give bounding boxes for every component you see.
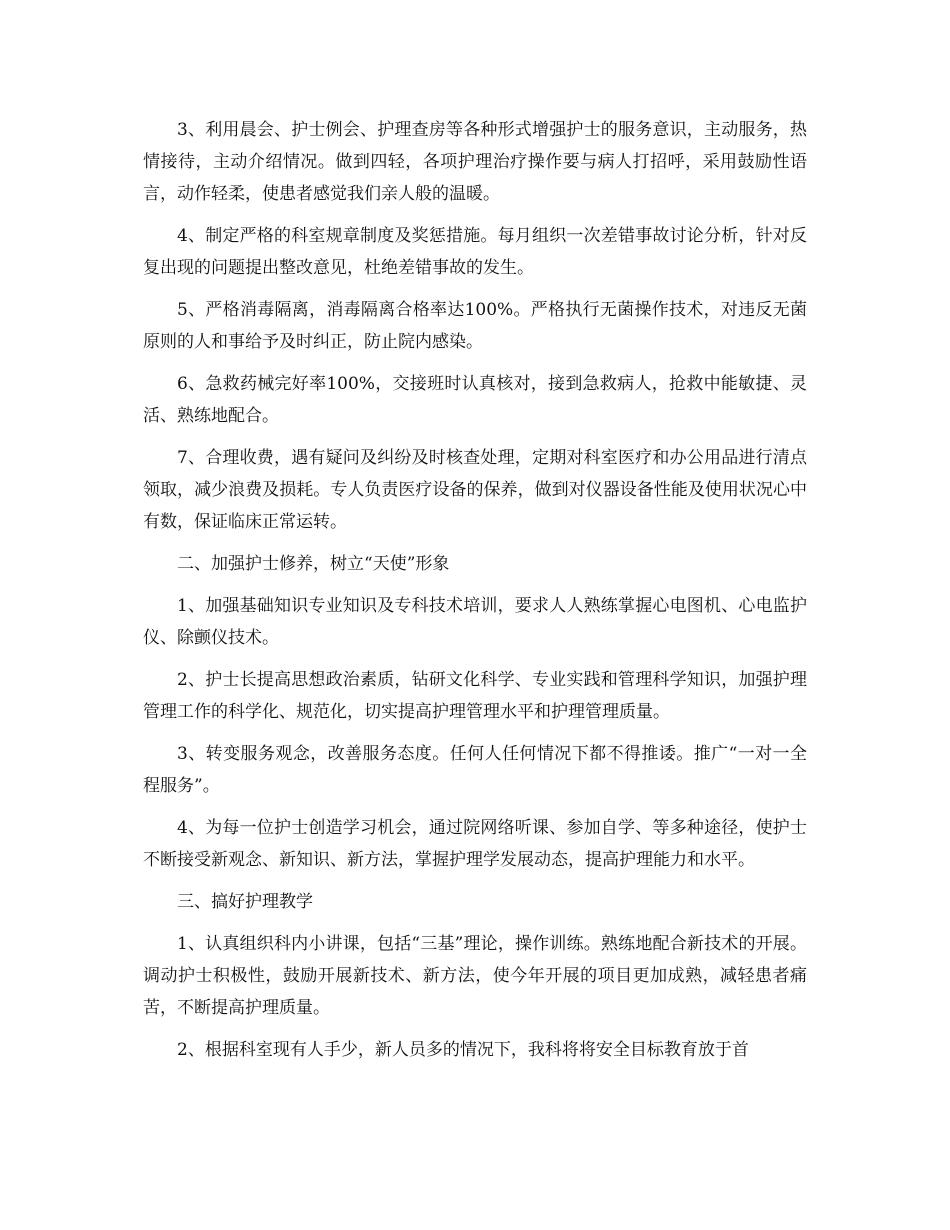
paragraph-s3-item-1: 1、认真组织科内小讲课，包括“三基”理论，操作训练。熟练地配合新技术的开展。调动护士积极性，鼓励开展新技术、新方法，使今年开展的项目更加成熟，减轻患者痛苦，不断提高护理质量。 (143, 934, 807, 1018)
paragraph-s2-item-2: 2、护士长提高思想政治素质，钻研文化科学、专业实践和管理科学知识，加强护理管理工作的科学化、规范化，切实提高护理管理水平和护理管理质量。 (143, 670, 807, 722)
paragraph-s2-item-1: 1、加强基础知识专业知识及专科技术培训，要求人人熟练掌握心电图机、心电监护仪、除颤仪技术。 (143, 596, 807, 648)
paragraph-s2-item-3: 3、转变服务观念，改善服务态度。任何人任何情况下都不得推诿。推广“一对一全程服务”。 (143, 744, 807, 796)
paragraph-s2-item-4: 4、为每一位护士创造学习机会，通过院网络听课、参加自学、等多种途径，使护士不断接受新观念、新知识、新方法，掌握护理学发展动态，提高护理能力和水平。 (143, 818, 807, 870)
paragraph-item-6: 6、急救药械完好率100%，交接班时认真核对，接到急救病人，抢救中能敏捷、灵活、熟练地配合。 (143, 374, 807, 426)
paragraph-item-3: 3、利用晨会、护士例会、护理查房等各种形式增强护士的服务意识，主动服务，热情接待，主动介绍情况。做到四轻，各项护理治疗操作要与病人打招呼，采用鼓励性语言，动作轻柔，使患者感觉我们亲人般的温暖。 (143, 120, 807, 204)
section-heading-2: 二、加强护士修养，树立“天使”形象 (177, 554, 450, 574)
document-body (143, 114, 807, 1076)
paragraph-item-7: 7、合理收费，遇有疑问及纠纷及时核查处理，定期对科室医疗和办公用品进行清点领取，减少浪费及损耗。专人负责医疗设备的保养，做到对仪器设备性能及使用状况心中有数，保证临床正常运转。 (143, 448, 807, 532)
paragraph-item-5: 5、严格消毒隔离，消毒隔离合格率达100%。严格执行无菌操作技术，对违反无菌原则的人和事给予及时纠正，防止院内感染。 (143, 300, 807, 352)
section-heading-3: 三、搞好护理教学 (177, 892, 313, 912)
paragraph-s3-item-2: 2、根据科室现有人手少，新人员多的情况下，我科将将安全目标教育放于首 (177, 1040, 749, 1060)
paragraph-item-4: 4、制定严格的科室规章制度及奖惩措施。每月组织一次差错事故讨论分析，针对反复出现的问题提出整改意见，杜绝差错事故的发生。 (143, 226, 807, 278)
